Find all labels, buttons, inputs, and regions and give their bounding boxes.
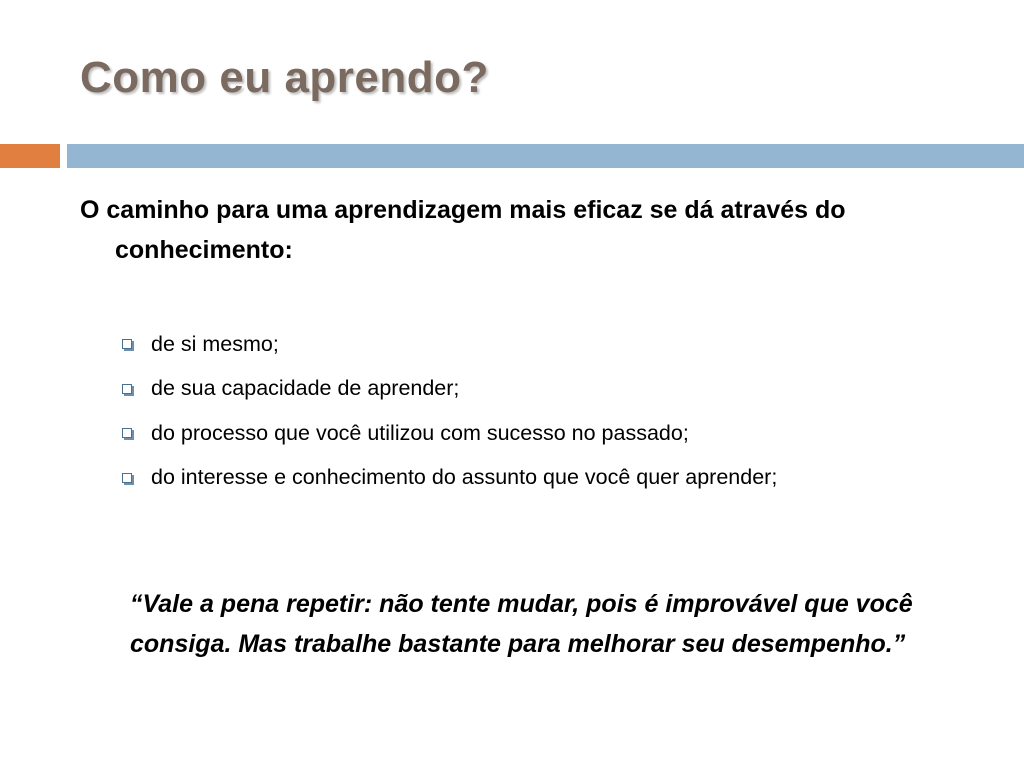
square-bullet-icon [122,428,132,438]
square-bullet-icon [122,473,132,483]
list-item [122,411,777,456]
list-item-text: do processo que você utilizou com sucesso no passado; [151,420,689,445]
accent-bar-blue [67,144,1024,168]
list-item [122,322,777,367]
list-item [122,456,777,501]
bullet-list [122,322,777,500]
list-item-text: de si mesmo; [151,331,279,356]
list-item-text: do interesse e conhecimento do assunto que você quer aprender; [151,465,778,489]
square-bullet-icon [122,384,132,394]
slide-title: Como eu aprendo? [80,53,489,102]
list-item-text: de sua capacidade de aprender; [151,376,460,400]
quote-text: “Vale a pena repetir: não tente mudar, pois é improvável que você consiga. Mas trabalhe bastante para melhorar seu desempenho.” [130,590,913,658]
square-bullet-icon [122,339,132,349]
intro-text: O caminho para uma aprendizagem mais eficaz se dá através do conhecimento: [80,196,846,264]
accent-bar-orange [0,144,60,168]
list-item [122,367,777,412]
